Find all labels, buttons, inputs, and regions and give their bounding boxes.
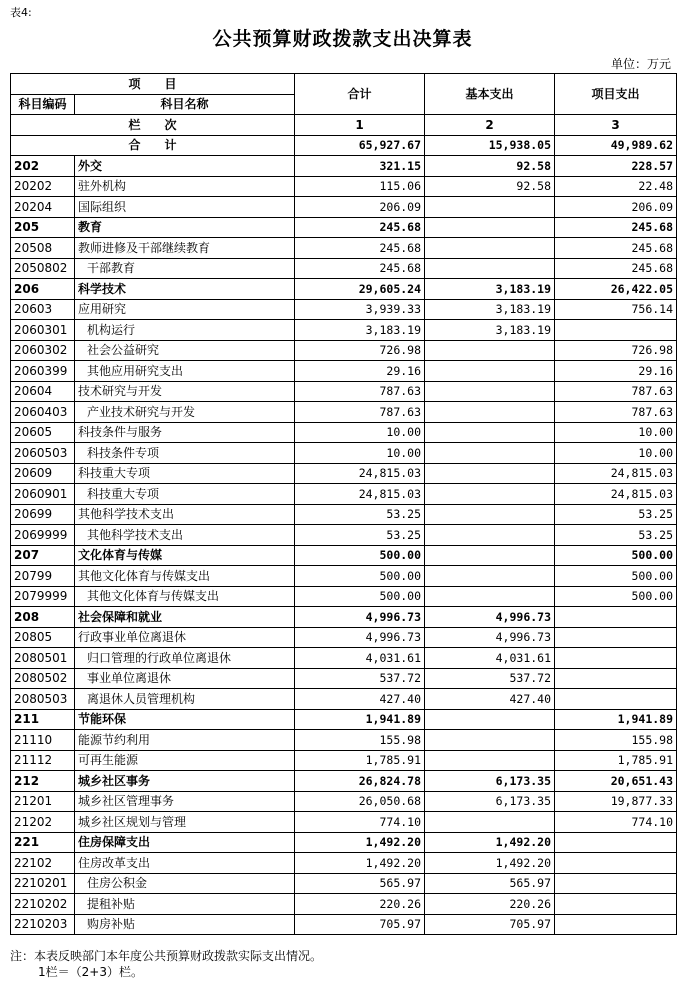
total-cell: 787.63	[295, 381, 425, 402]
code-cell: 2210202	[11, 894, 75, 915]
code-cell: 20202	[11, 176, 75, 197]
table-row	[11, 771, 677, 792]
table-row	[11, 648, 677, 669]
name-cell: 科技重大专项	[75, 463, 295, 484]
code-cell: 2060503	[11, 443, 75, 464]
table-row	[11, 504, 677, 525]
project-cell: 245.68	[555, 238, 677, 259]
basic-cell	[425, 484, 555, 505]
code-cell: 22102	[11, 853, 75, 874]
name-cell: 离退休人员管理机构	[75, 689, 295, 710]
basic-cell	[425, 422, 555, 443]
code-cell: 21201	[11, 791, 75, 812]
table-row	[11, 668, 677, 689]
page-title: 公共预算财政拨款支出决算表	[212, 28, 473, 50]
name-cell: 应用研究	[75, 299, 295, 320]
table-row	[11, 402, 677, 423]
project-cell: 774.10	[555, 812, 677, 833]
basic-cell: 537.72	[425, 668, 555, 689]
name-cell: 可再生能源	[75, 750, 295, 771]
total-cell: 29.16	[295, 361, 425, 382]
table-row	[11, 709, 677, 730]
name-cell: 购房补贴	[75, 914, 295, 935]
col-number-2: 2	[425, 115, 555, 136]
total-cell: 115.06	[295, 176, 425, 197]
code-cell: 206	[11, 279, 75, 300]
basic-cell	[425, 586, 555, 607]
code-cell: 2080503	[11, 689, 75, 710]
table-row	[11, 381, 677, 402]
code-cell: 2060403	[11, 402, 75, 423]
basic-cell: 4,996.73	[425, 627, 555, 648]
table-row	[11, 545, 677, 566]
name-cell: 提租补贴	[75, 894, 295, 915]
project-cell: 756.14	[555, 299, 677, 320]
project-cell	[555, 607, 677, 628]
project-cell: 787.63	[555, 381, 677, 402]
total-cell: 4,996.73	[295, 627, 425, 648]
basic-cell: 4,996.73	[425, 607, 555, 628]
sum-total: 65,927.67	[295, 135, 425, 156]
table-row	[11, 689, 677, 710]
unit-label: 单位：万元	[610, 57, 671, 71]
table-row	[11, 299, 677, 320]
code-cell: 2060399	[11, 361, 75, 382]
project-cell: 1,941.89	[555, 709, 677, 730]
project-cell	[555, 914, 677, 935]
project-cell: 500.00	[555, 545, 677, 566]
code-cell: 20603	[11, 299, 75, 320]
code-cell: 221	[11, 832, 75, 853]
table-row	[11, 525, 677, 546]
code-cell: 2050802	[11, 258, 75, 279]
project-cell: 155.98	[555, 730, 677, 751]
basic-cell	[425, 197, 555, 218]
code-cell: 205	[11, 217, 75, 238]
total-cell: 24,815.03	[295, 463, 425, 484]
code-cell: 2060302	[11, 340, 75, 361]
basic-cell	[425, 545, 555, 566]
code-cell: 211	[11, 709, 75, 730]
total-cell: 1,941.89	[295, 709, 425, 730]
total-cell: 774.10	[295, 812, 425, 833]
total-cell: 206.09	[295, 197, 425, 218]
table-row	[11, 730, 677, 751]
header-name: 科目名称	[75, 94, 295, 115]
name-cell: 机构运行	[75, 320, 295, 341]
table-row	[11, 853, 677, 874]
table-row	[11, 238, 677, 259]
code-cell: 2080502	[11, 668, 75, 689]
name-cell: 能源节约利用	[75, 730, 295, 751]
basic-cell	[425, 463, 555, 484]
project-cell: 26,422.05	[555, 279, 677, 300]
total-cell: 537.72	[295, 668, 425, 689]
name-cell: 住房公积金	[75, 873, 295, 894]
sum-project: 49,989.62	[555, 135, 677, 156]
code-cell: 20605	[11, 422, 75, 443]
code-cell: 2210203	[11, 914, 75, 935]
basic-cell	[425, 525, 555, 546]
total-cell: 245.68	[295, 238, 425, 259]
total-cell: 3,183.19	[295, 320, 425, 341]
total-cell: 500.00	[295, 545, 425, 566]
total-cell: 787.63	[295, 402, 425, 423]
table-row	[11, 812, 677, 833]
code-cell: 207	[11, 545, 75, 566]
code-cell: 20604	[11, 381, 75, 402]
total-cell: 427.40	[295, 689, 425, 710]
table-row	[11, 484, 677, 505]
total-cell: 220.26	[295, 894, 425, 915]
project-cell: 10.00	[555, 443, 677, 464]
project-cell	[555, 627, 677, 648]
table-row	[11, 873, 677, 894]
row-number-label: 栏 次	[11, 115, 295, 136]
basic-cell: 427.40	[425, 689, 555, 710]
total-cell: 1,492.20	[295, 832, 425, 853]
sum-row	[11, 135, 677, 156]
table-row	[11, 156, 677, 177]
total-cell: 500.00	[295, 566, 425, 587]
name-cell: 归口管理的行政单位离退休	[75, 648, 295, 669]
project-cell	[555, 689, 677, 710]
col-number-3: 3	[555, 115, 677, 136]
code-cell: 21202	[11, 812, 75, 833]
total-cell: 565.97	[295, 873, 425, 894]
name-cell: 教育	[75, 217, 295, 238]
budget-table	[10, 73, 677, 935]
basic-cell	[425, 750, 555, 771]
project-cell	[555, 894, 677, 915]
name-cell: 外交	[75, 156, 295, 177]
table-row	[11, 320, 677, 341]
name-cell: 科技条件与服务	[75, 422, 295, 443]
basic-cell: 565.97	[425, 873, 555, 894]
total-cell: 3,939.33	[295, 299, 425, 320]
project-cell: 1,785.91	[555, 750, 677, 771]
code-cell: 20204	[11, 197, 75, 218]
name-cell: 其他文化体育与传媒支出	[75, 566, 295, 587]
total-cell: 726.98	[295, 340, 425, 361]
name-cell: 城乡社区管理事务	[75, 791, 295, 812]
basic-cell	[425, 381, 555, 402]
header-item: 项 目	[11, 74, 295, 95]
total-cell: 4,996.73	[295, 607, 425, 628]
header-total: 合计	[295, 74, 425, 115]
total-cell: 1,492.20	[295, 853, 425, 874]
basic-cell: 6,173.35	[425, 771, 555, 792]
table-row	[11, 279, 677, 300]
code-cell: 2060901	[11, 484, 75, 505]
project-cell: 29.16	[555, 361, 677, 382]
table-row	[11, 750, 677, 771]
basic-cell	[425, 730, 555, 751]
project-cell: 228.57	[555, 156, 677, 177]
table-row	[11, 258, 677, 279]
sum-basic: 15,938.05	[425, 135, 555, 156]
name-cell: 住房保障支出	[75, 832, 295, 853]
code-cell: 2210201	[11, 873, 75, 894]
table-row	[11, 832, 677, 853]
basic-cell: 92.58	[425, 156, 555, 177]
basic-cell: 3,183.19	[425, 299, 555, 320]
name-cell: 教师进修及干部继续教育	[75, 238, 295, 259]
table-row	[11, 217, 677, 238]
basic-cell	[425, 258, 555, 279]
basic-cell	[425, 402, 555, 423]
total-cell: 29,605.24	[295, 279, 425, 300]
project-cell	[555, 668, 677, 689]
table-row	[11, 422, 677, 443]
table-row	[11, 463, 677, 484]
code-cell: 21112	[11, 750, 75, 771]
project-cell: 726.98	[555, 340, 677, 361]
name-cell: 社会公益研究	[75, 340, 295, 361]
name-cell: 城乡社区事务	[75, 771, 295, 792]
name-cell: 文化体育与传媒	[75, 545, 295, 566]
name-cell: 住房改革支出	[75, 853, 295, 874]
table-row	[11, 443, 677, 464]
code-cell: 2080501	[11, 648, 75, 669]
table-row	[11, 361, 677, 382]
total-cell: 155.98	[295, 730, 425, 751]
basic-cell: 92.58	[425, 176, 555, 197]
name-cell: 行政事业单位离退休	[75, 627, 295, 648]
header-code: 科目编码	[11, 94, 75, 115]
total-cell: 705.97	[295, 914, 425, 935]
code-cell: 20609	[11, 463, 75, 484]
name-cell: 驻外机构	[75, 176, 295, 197]
basic-cell: 705.97	[425, 914, 555, 935]
project-cell: 24,815.03	[555, 484, 677, 505]
project-cell: 245.68	[555, 217, 677, 238]
basic-cell	[425, 443, 555, 464]
table-row	[11, 607, 677, 628]
basic-cell: 4,031.61	[425, 648, 555, 669]
row-number-row	[11, 115, 677, 136]
total-cell: 53.25	[295, 504, 425, 525]
basic-cell	[425, 340, 555, 361]
table-row	[11, 176, 677, 197]
table-row	[11, 197, 677, 218]
table-row	[11, 627, 677, 648]
name-cell: 科技重大专项	[75, 484, 295, 505]
code-cell: 208	[11, 607, 75, 628]
project-cell: 22.48	[555, 176, 677, 197]
project-cell: 787.63	[555, 402, 677, 423]
total-cell: 24,815.03	[295, 484, 425, 505]
basic-cell	[425, 504, 555, 525]
project-cell: 500.00	[555, 586, 677, 607]
code-cell: 2060301	[11, 320, 75, 341]
code-cell: 202	[11, 156, 75, 177]
code-cell: 212	[11, 771, 75, 792]
total-cell: 500.00	[295, 586, 425, 607]
footnote-line-2: 1栏＝（2+3）栏。	[38, 965, 143, 979]
name-cell: 干部教育	[75, 258, 295, 279]
project-cell	[555, 320, 677, 341]
name-cell: 产业技术研究与开发	[75, 402, 295, 423]
project-cell	[555, 853, 677, 874]
total-cell: 321.15	[295, 156, 425, 177]
total-cell: 4,031.61	[295, 648, 425, 669]
project-cell: 245.68	[555, 258, 677, 279]
name-cell: 科技条件专项	[75, 443, 295, 464]
table-row	[11, 566, 677, 587]
project-cell: 24,815.03	[555, 463, 677, 484]
project-cell: 10.00	[555, 422, 677, 443]
basic-cell	[425, 709, 555, 730]
total-cell: 53.25	[295, 525, 425, 546]
code-cell: 20699	[11, 504, 75, 525]
sum-label: 合 计	[11, 135, 295, 156]
project-cell: 53.25	[555, 504, 677, 525]
total-cell: 1,785.91	[295, 750, 425, 771]
name-cell: 节能环保	[75, 709, 295, 730]
basic-cell	[425, 566, 555, 587]
name-cell: 技术研究与开发	[75, 381, 295, 402]
total-cell: 26,824.78	[295, 771, 425, 792]
basic-cell: 1,492.20	[425, 832, 555, 853]
total-cell: 245.68	[295, 217, 425, 238]
footnote	[10, 948, 322, 980]
project-cell: 206.09	[555, 197, 677, 218]
header-basic: 基本支出	[425, 74, 555, 115]
footnote-line-1: 注：本表反映部门本年度公共预算财政拨款实际支出情况。	[10, 949, 323, 963]
name-cell: 科学技术	[75, 279, 295, 300]
header-row-1	[11, 74, 677, 95]
project-cell	[555, 648, 677, 669]
name-cell: 其他科学技术支出	[75, 504, 295, 525]
project-cell: 53.25	[555, 525, 677, 546]
total-cell: 26,050.68	[295, 791, 425, 812]
table-row	[11, 586, 677, 607]
total-cell: 10.00	[295, 422, 425, 443]
code-cell: 20799	[11, 566, 75, 587]
name-cell: 城乡社区规划与管理	[75, 812, 295, 833]
basic-cell: 220.26	[425, 894, 555, 915]
name-cell: 国际组织	[75, 197, 295, 218]
project-cell	[555, 873, 677, 894]
table-number-label: 表4:	[10, 6, 32, 19]
header-project: 项目支出	[555, 74, 677, 115]
basic-cell: 1,492.20	[425, 853, 555, 874]
basic-cell	[425, 217, 555, 238]
project-cell: 20,651.43	[555, 771, 677, 792]
code-cell: 2069999	[11, 525, 75, 546]
name-cell: 其他科学技术支出	[75, 525, 295, 546]
table-row	[11, 791, 677, 812]
name-cell: 其他应用研究支出	[75, 361, 295, 382]
col-number-1: 1	[295, 115, 425, 136]
code-cell: 20508	[11, 238, 75, 259]
code-cell: 21110	[11, 730, 75, 751]
code-cell: 2079999	[11, 586, 75, 607]
total-cell: 10.00	[295, 443, 425, 464]
code-cell: 20805	[11, 627, 75, 648]
basic-cell: 3,183.19	[425, 320, 555, 341]
name-cell: 社会保障和就业	[75, 607, 295, 628]
total-cell: 245.68	[295, 258, 425, 279]
table-row	[11, 894, 677, 915]
basic-cell: 6,173.35	[425, 791, 555, 812]
project-cell	[555, 832, 677, 853]
project-cell: 500.00	[555, 566, 677, 587]
project-cell: 19,877.33	[555, 791, 677, 812]
basic-cell: 3,183.19	[425, 279, 555, 300]
basic-cell	[425, 361, 555, 382]
table-row	[11, 340, 677, 361]
table-row	[11, 914, 677, 935]
basic-cell	[425, 238, 555, 259]
basic-cell	[425, 812, 555, 833]
name-cell: 事业单位离退休	[75, 668, 295, 689]
name-cell: 其他文化体育与传媒支出	[75, 586, 295, 607]
